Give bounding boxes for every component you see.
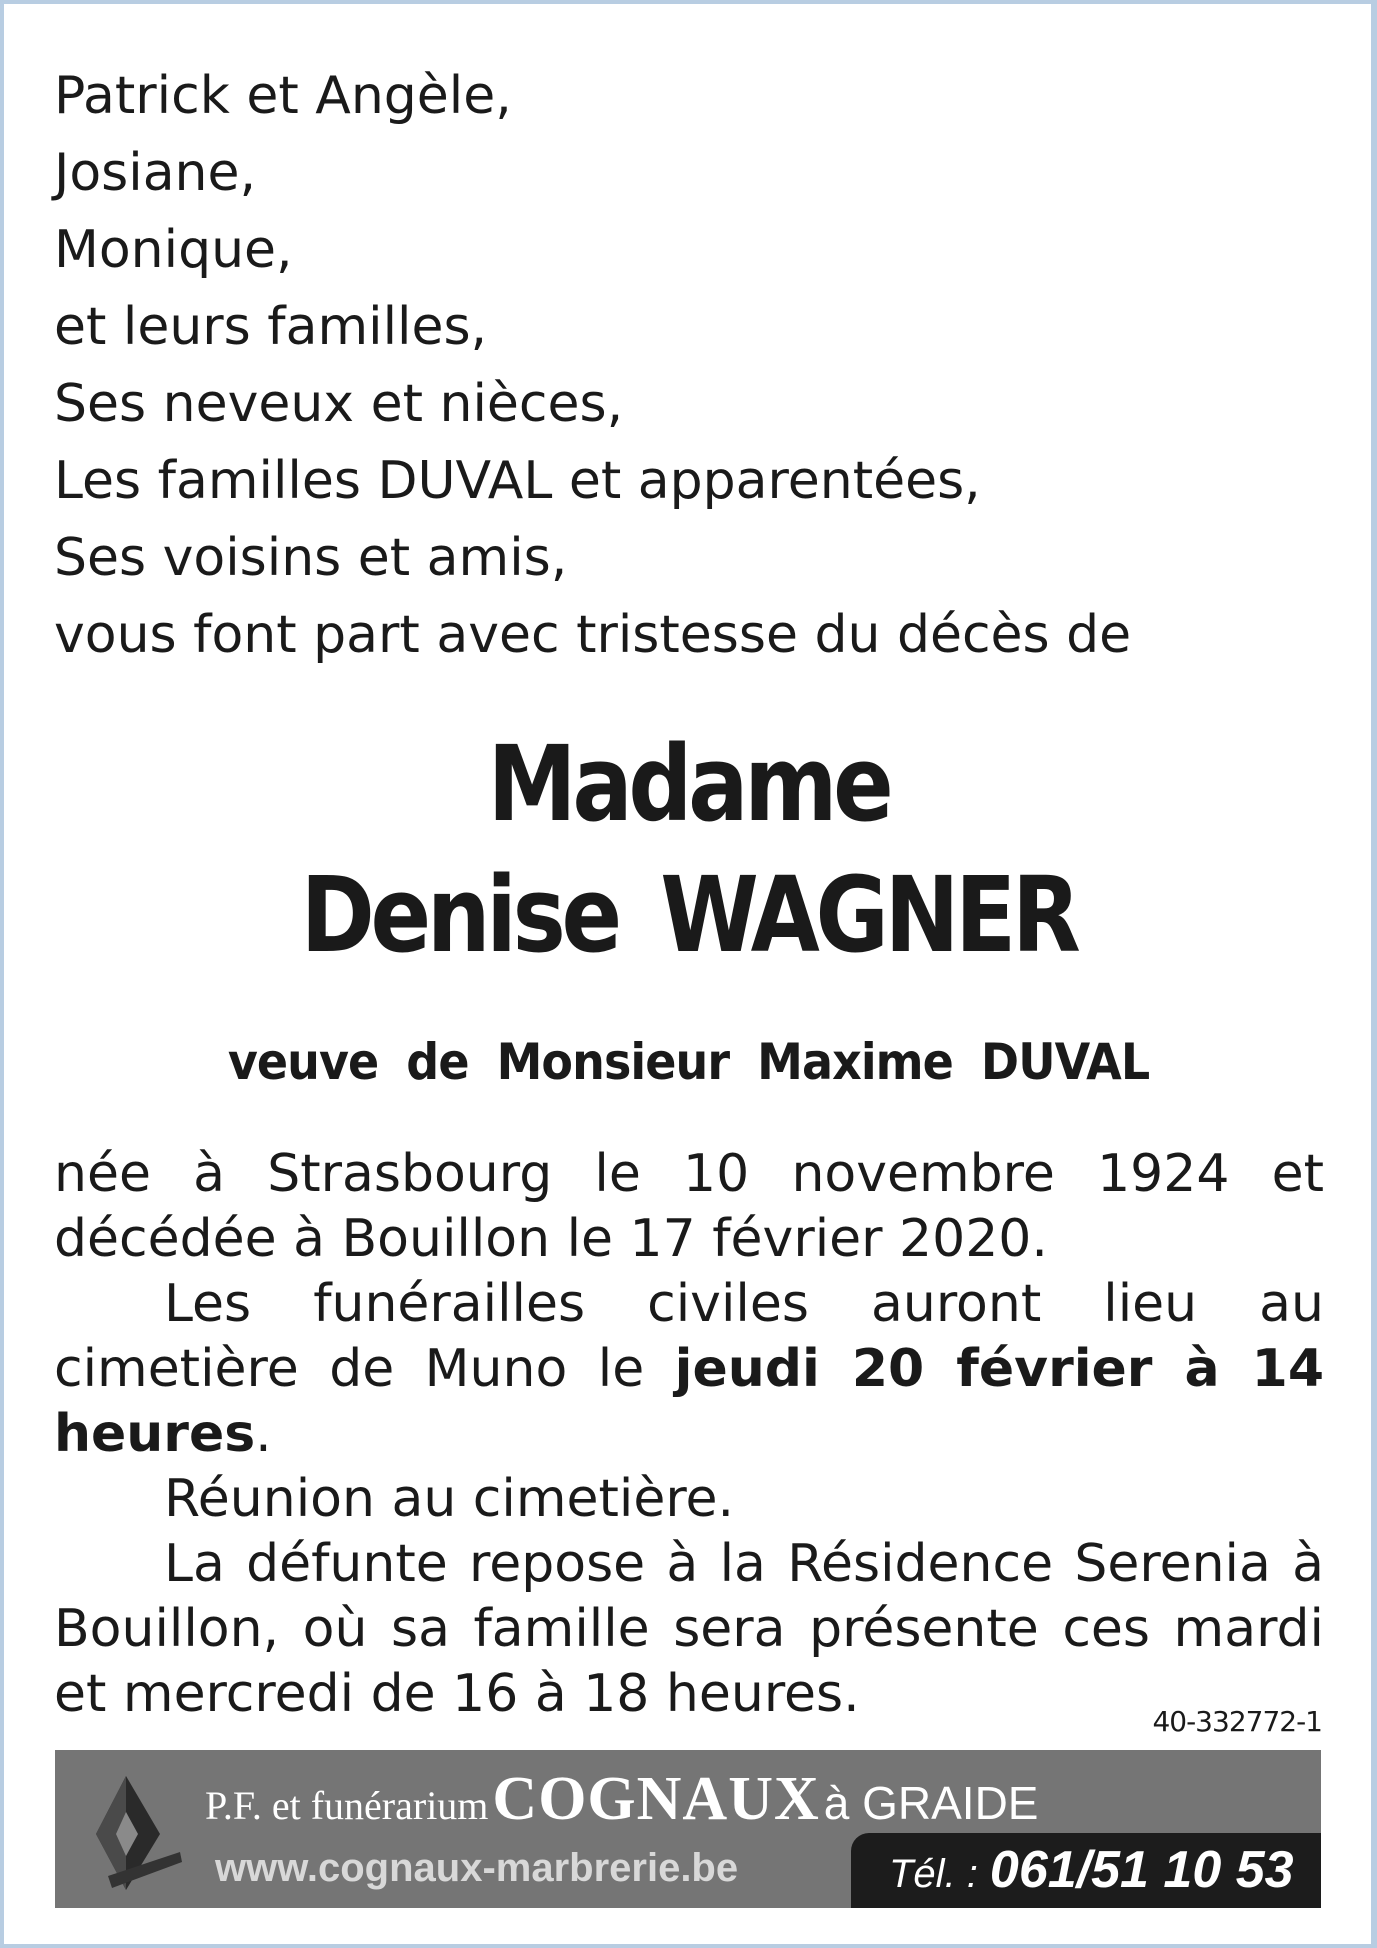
funeral-prefix: Les funérailles civiles auront lieu au cimetière de Muno le <box>54 1274 1324 1399</box>
repose-paragraph: La défunte repose à la Résidence Serenia à Bouillon, où sa famille sera présente ces mardi et mercredi de 16 à 18 heures. <box>54 1534 1324 1724</box>
widow-of-line: veuve de Monsieur Maxime DUVAL <box>227 1033 1150 1091</box>
family-line: Josiane, <box>54 143 257 203</box>
funeral-suffix: . <box>255 1404 272 1464</box>
family-line: Ses neveux et nièces, <box>54 374 624 434</box>
funeral-paragraph <box>54 1272 1324 1467</box>
family-list <box>54 58 1324 674</box>
stone-diamond-icon <box>78 1772 188 1902</box>
phone-box <box>851 1833 1321 1908</box>
family-line: Ses voisins et amis, <box>54 528 568 588</box>
deceased-name: Denise WAGNER <box>300 854 1077 976</box>
deceased-title: Madame <box>487 723 890 845</box>
birth-death-paragraph: née à Strasbourg le 10 novembre 1924 et décédée à Bouillon le 17 février 2020. <box>54 1144 1324 1269</box>
announcement-body <box>54 1142 1324 1727</box>
funeral-home-website: www.cognaux-marbrerie.be <box>215 1846 739 1890</box>
funeral-home-brand: COGNAUX <box>492 1765 820 1833</box>
family-line: et leurs familles, <box>54 297 488 357</box>
phone-number: 061/51 10 53 <box>989 1841 1294 1899</box>
family-line: vous font part avec tristesse du décès de <box>54 605 1132 665</box>
meeting-paragraph: Réunion au cimetière. <box>164 1469 735 1529</box>
family-line: Patrick et Angèle, <box>54 66 512 126</box>
funeral-home-name-line <box>205 1764 1038 1835</box>
family-line: Monique, <box>54 220 293 280</box>
family-line: Les familles DUVAL et apparentées, <box>54 451 981 511</box>
phone-label: Tél. : <box>889 1852 978 1896</box>
funeral-home-prefix: P.F. et funérarium <box>205 1783 489 1828</box>
funeral-date: jeudi 20 février à 14 heures <box>54 1339 1325 1464</box>
funeral-home-location: à GRAIDE <box>823 1777 1039 1829</box>
funeral-home-banner <box>55 1750 1321 1908</box>
announcement-reference: 40-332772-1 <box>1152 1705 1322 1738</box>
